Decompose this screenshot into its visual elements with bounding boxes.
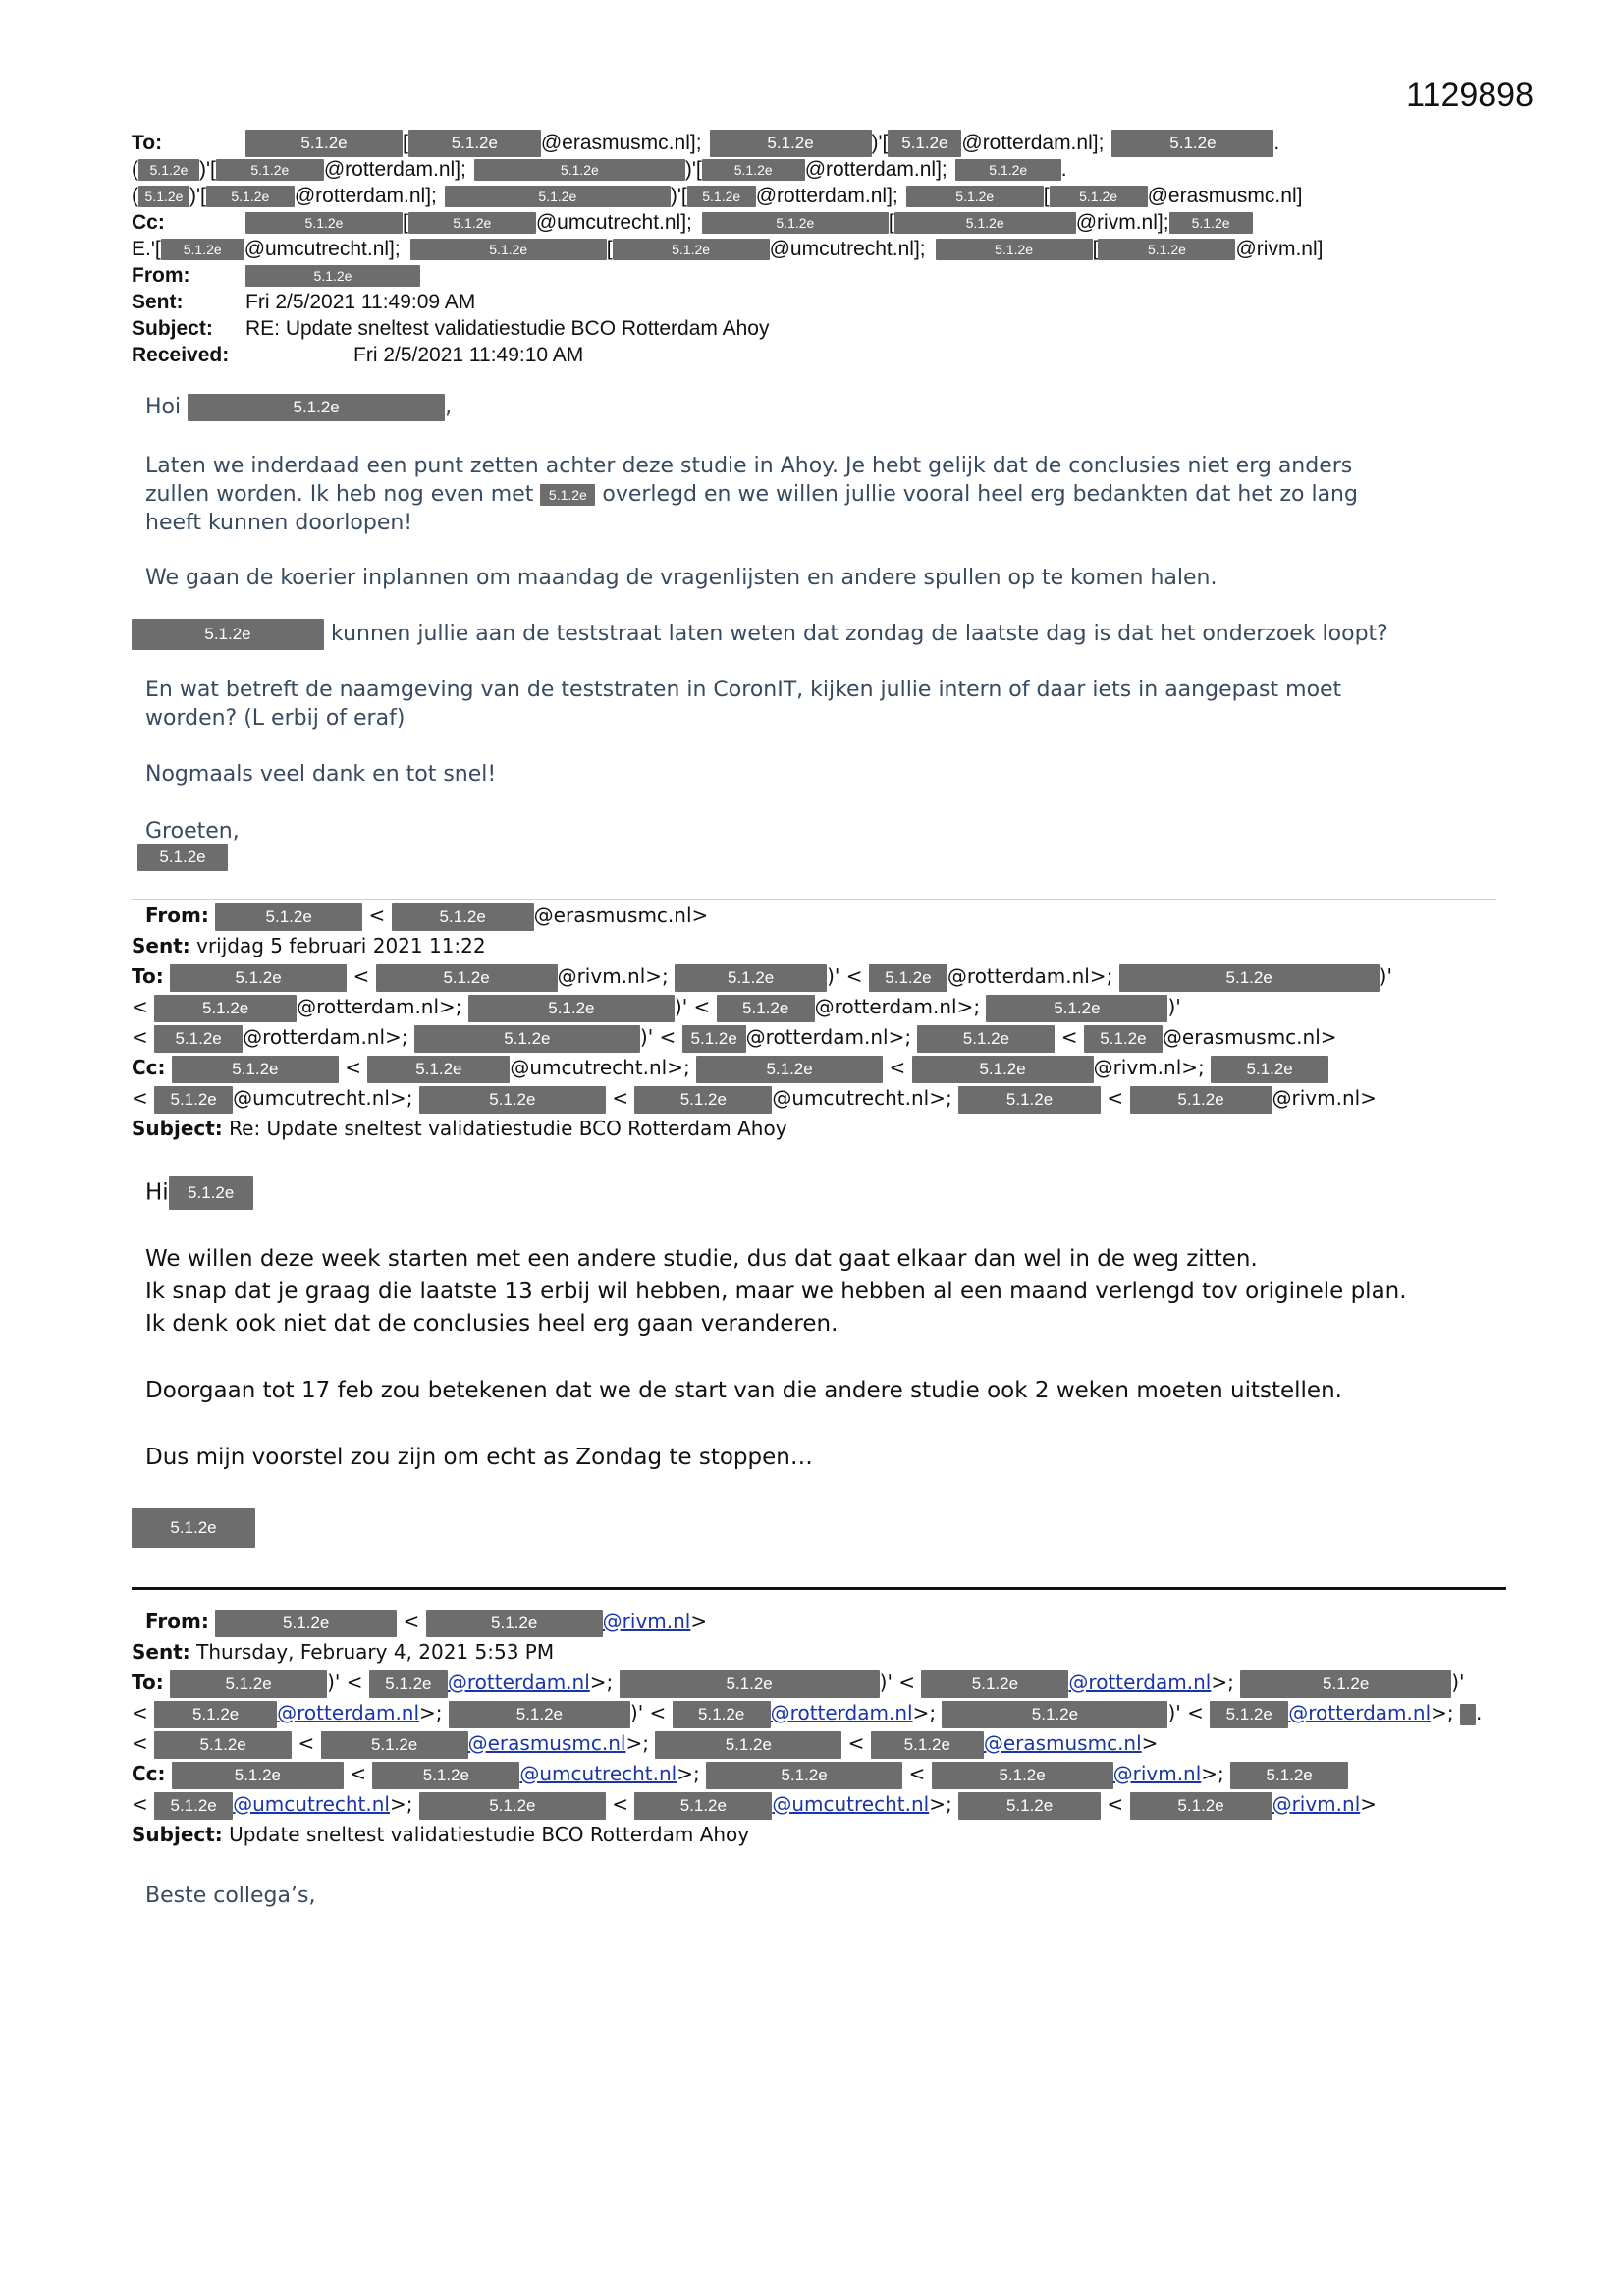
redaction: 5.1.2e — [419, 1792, 606, 1820]
msg3-cc-line-1: Cc: 5.1.2e < 5.1.2e @umcutrecht.nl>; 5.1.2e < 5.1.2e @rivm.nl>; 5.1.2e — [132, 1759, 1348, 1789]
separator-line-thick — [132, 1587, 1506, 1590]
msg1-paragraph-3: 5.1.2e kunnen jullie aan de teststraat laten weten dat zondag de laatste dag is dat het onderzoek loopt? — [132, 619, 1388, 650]
msg3-cc-line-2: < 5.1.2e @umcutrecht.nl>; 5.1.2e < 5.1.2e @umcutrecht.nl>; 5.1.2e < 5.1.2e @rivm.nl> — [132, 1789, 1377, 1820]
redaction: 5.1.2e — [613, 239, 770, 260]
redaction: 5.1.2e — [206, 186, 295, 207]
redaction: 5.1.2e — [717, 995, 815, 1022]
msg3-to-line-1: To: 5.1.2e )' < 5.1.2e @rotterdam.nl>; 5.1.2e )' < 5.1.2e @rotterdam.nl>; 5.1.2e )' — [132, 1667, 1465, 1698]
redaction: 5.1.2e — [170, 964, 347, 992]
email-domain: @rotterdam.nl]; — [961, 132, 1105, 154]
redaction: 5.1.2e — [932, 1762, 1113, 1789]
redaction: 5.1.2e — [869, 964, 947, 992]
cc-label: Cc: — [132, 211, 165, 234]
msg1-signature — [137, 843, 228, 871]
redaction: 5.1.2e — [687, 186, 756, 207]
redaction: 5.1.2e — [154, 1025, 243, 1053]
redaction: 5.1.2e — [620, 1670, 880, 1698]
redaction: 5.1.2e — [702, 159, 805, 181]
redaction: 5.1.2e — [955, 159, 1061, 181]
redaction: 5.1.2e — [172, 1056, 339, 1083]
redaction: 5.1.2e — [419, 1086, 606, 1114]
redaction: 5.1.2e — [1098, 239, 1235, 260]
redaction: 5.1.2e — [1050, 186, 1148, 207]
redaction: 5.1.2e — [710, 130, 872, 157]
email-domain: @umcutrecht.nl]; — [535, 211, 692, 234]
redaction: 5.1.2e — [1084, 1025, 1163, 1053]
redaction: 5.1.2e — [702, 212, 889, 234]
msg2-paragraph-3: Dus mijn voorstel zou zijn om echt as Zondag te stoppen… — [145, 1445, 813, 1470]
redaction: 5.1.2e — [634, 1086, 772, 1114]
redaction: 5.1.2e — [426, 1610, 603, 1637]
to-label: To: — [132, 132, 163, 154]
redaction: 5.1.2e — [936, 239, 1093, 260]
redaction: 5.1.2e — [169, 1176, 253, 1210]
msg1-paragraph-1: Laten we inderdaad een punt zetten achter deze studie in Ahoy. Je hebt gelijk dat de conclusies niet erg anders zullen worden. Ik heb nog even met 5.1.2e overlegd en we willen jullie vooral heel erg bedankten dat het zo lang heeft kunnen doorlopen! — [145, 454, 1358, 535]
msg1-to-line-3: ( 5.1.2e )'[ 5.1.2e @rotterdam.nl]; 5.1.2e )'[ 5.1.2e @rotterdam.nl]; 5.1.2e [ 5.1.2e @erasmusmc.nl] — [132, 185, 1303, 207]
msg2-from-line: From: 5.1.2e < 5.1.2e @erasmusmc.nl> — [145, 901, 708, 931]
redaction: 5.1.2e — [1230, 1762, 1348, 1789]
redaction: 5.1.2e — [408, 130, 541, 157]
separator: E.'[ — [132, 238, 161, 260]
redaction: 5.1.2e — [906, 186, 1044, 207]
redaction: 5.1.2e — [942, 1701, 1167, 1728]
msg2-paragraph-2: Doorgaan tot 17 feb zou betekenen dat we de start van die andere studie ook 2 weken moeten uitstellen. — [145, 1378, 1342, 1403]
redaction: 5.1.2e — [172, 1762, 344, 1789]
redaction: 5.1.2e — [1210, 1701, 1288, 1728]
redaction: 5.1.2e — [1240, 1670, 1451, 1698]
redaction: 5.1.2e — [1130, 1792, 1272, 1820]
redaction: 5.1.2e — [912, 1056, 1094, 1083]
redaction — [1460, 1704, 1476, 1725]
msg3-to-line-3: < 5.1.2e < 5.1.2e @erasmusmc.nl>; 5.1.2e < 5.1.2e @erasmusmc.nl> — [132, 1728, 1158, 1759]
separator-line — [132, 899, 1496, 900]
from-label: From: — [132, 264, 190, 287]
redaction: 5.1.2e — [245, 265, 420, 287]
redaction: 5.1.2e — [1130, 1086, 1272, 1114]
email-domain: @erasmusmc.nl] — [1147, 185, 1303, 207]
email-link[interactable]: @rivm.nl — [1112, 1762, 1202, 1785]
redaction: 5.1.2e — [154, 995, 297, 1022]
email-link[interactable]: @rotterdam.nl — [447, 1670, 590, 1694]
email-link[interactable]: @erasmusmc.nl — [983, 1731, 1142, 1755]
subject-label: Subject: — [132, 317, 213, 340]
redaction: 5.1.2e — [894, 212, 1076, 234]
redaction: 5.1.2e — [682, 1025, 746, 1053]
redaction: 5.1.2e — [367, 1056, 510, 1083]
email-link[interactable]: @erasmusmc.nl — [467, 1731, 626, 1755]
msg2-cc-line-1: Cc: 5.1.2e < 5.1.2e @umcutrecht.nl>; 5.1.2e < 5.1.2e @rivm.nl>; 5.1.2e — [132, 1053, 1328, 1083]
subject-value: RE: Update sneltest validatiestudie BCO Rotterdam Ahoy — [245, 317, 770, 340]
email-link[interactable]: @umcutrecht.nl — [233, 1792, 390, 1816]
redaction: 5.1.2e — [634, 1792, 772, 1820]
msg2-to-line-2: < 5.1.2e @rotterdam.nl>; 5.1.2e )' < 5.1.2e @rotterdam.nl>; 5.1.2e )' — [132, 992, 1181, 1022]
email-domain: @rivm.nl]; — [1075, 211, 1169, 234]
msg1-closing: Groeten, — [145, 819, 240, 844]
redaction: 5.1.2e — [154, 1086, 233, 1114]
msg2-to-line-1: To: 5.1.2e < 5.1.2e @rivm.nl>; 5.1.2e )' < 5.1.2e @rotterdam.nl>; 5.1.2e )' — [132, 961, 1392, 992]
email-link[interactable]: @umcutrecht.nl — [772, 1792, 930, 1816]
redaction: 5.1.2e — [137, 844, 228, 871]
redaction: 5.1.2e — [215, 903, 362, 931]
email-domain: @rotterdam.nl]; — [755, 185, 898, 207]
email-link[interactable]: @rivm.nl — [1272, 1792, 1361, 1816]
msg3-sent-line: Sent: Thursday, February 4, 2021 5:53 PM — [132, 1640, 555, 1664]
redaction: 5.1.2e — [445, 186, 671, 207]
received-label: Received: — [132, 344, 230, 366]
redaction: 5.1.2e — [138, 159, 199, 181]
msg3-subject-line: Subject: Update sneltest validatiestudie BCO Rotterdam Ahoy — [132, 1823, 750, 1846]
email-link[interactable]: @rotterdam.nl — [277, 1701, 420, 1724]
redaction: 5.1.2e — [986, 995, 1167, 1022]
msg1-sent-line — [132, 289, 475, 315]
redaction: 5.1.2e — [216, 159, 324, 181]
msg1-paragraph-5: Nogmaals veel dank en tot snel! — [145, 762, 497, 787]
msg1-received-line — [132, 342, 583, 368]
msg2-sent-line: Sent: vrijdag 5 februari 2021 11:22 — [132, 934, 486, 957]
redaction: 5.1.2e — [449, 1701, 630, 1728]
redaction: 5.1.2e — [154, 1792, 233, 1820]
msg2-subject-line: Subject: Re: Update sneltest validatiestudie BCO Rotterdam Ahoy — [132, 1117, 787, 1140]
redaction: 5.1.2e — [474, 159, 685, 181]
redaction: 5.1.2e — [540, 484, 595, 506]
redaction: 5.1.2e — [132, 619, 324, 650]
redaction: 5.1.2e — [1119, 964, 1380, 992]
msg3-greeting: Beste collega’s, — [145, 1884, 316, 1908]
redaction: 5.1.2e — [414, 1025, 640, 1053]
msg2-to-line-3: < 5.1.2e @rotterdam.nl>; 5.1.2e )' < 5.1.2e @rotterdam.nl>; 5.1.2e < 5.1.2e @erasmusmc.nl> — [132, 1022, 1337, 1053]
email-domain: @umcutrecht.nl]; — [769, 238, 926, 260]
msg3-to-line-2: < 5.1.2e @rotterdam.nl>; 5.1.2e )' < 5.1.2e @rotterdam.nl>; 5.1.2e )' < 5.1.2e @rotterdam.nl>; . — [132, 1698, 1482, 1728]
redaction: 5.1.2e — [138, 186, 189, 207]
msg1-greeting: Hoi 5.1.2e , — [145, 395, 453, 419]
document-number: 1129898 — [1406, 77, 1534, 114]
msg2-cc-line-2: < 5.1.2e @umcutrecht.nl>; 5.1.2e < 5.1.2e @umcutrecht.nl>; 5.1.2e < 5.1.2e @rivm.nl> — [132, 1083, 1377, 1114]
redaction: 5.1.2e — [372, 1762, 519, 1789]
redaction: 5.1.2e — [245, 212, 403, 234]
sent-label: Sent: — [132, 291, 184, 313]
redaction: 5.1.2e — [369, 1670, 448, 1698]
email-domain: @rotterdam.nl]; — [804, 158, 947, 181]
msg2-greeting: Hi 5.1.2e — [145, 1176, 253, 1210]
redaction: 5.1.2e — [1169, 212, 1253, 234]
email-domain: @erasmusmc.nl]; — [540, 132, 702, 154]
msg1-to-line-2: ( 5.1.2e )'[ 5.1.2e @rotterdam.nl]; 5.1.2e )'[ 5.1.2e @rotterdam.nl]; 5.1.2e . — [132, 158, 1067, 181]
msg1-cc-line-2: E.'[ 5.1.2e @umcutrecht.nl]; 5.1.2e [ 5.1.2e @umcutrecht.nl]; 5.1.2e [ 5.1.2e @rivm.nl] — [132, 238, 1324, 260]
email-link[interactable]: @rotterdam.nl — [1068, 1670, 1212, 1694]
email-domain: @rivm.nl] — [1235, 238, 1324, 260]
redaction: 5.1.2e — [675, 964, 827, 992]
redaction: 5.1.2e — [321, 1731, 468, 1759]
redaction: 5.1.2e — [706, 1762, 902, 1789]
redaction: 5.1.2e — [1111, 130, 1273, 157]
redaction: 5.1.2e — [917, 1025, 1055, 1053]
email-link[interactable]: @umcutrecht.nl — [519, 1762, 677, 1785]
redaction: 5.1.2e — [376, 964, 558, 992]
redaction: 5.1.2e — [215, 1610, 397, 1637]
redaction: 5.1.2e — [408, 212, 536, 234]
redaction: 5.1.2e — [132, 1508, 255, 1548]
msg1-paragraph-2: We gaan de koerier inplannen om maandag de vragenlijsten en andere spullen op te komen halen. — [145, 566, 1218, 590]
email-domain: @rotterdam.nl]; — [294, 185, 437, 207]
msg2-paragraph-1: We willen deze week starten met een andere studie, dus dat gaat elkaar dan wel in de weg zitten. Ik snap dat je graag die laatste 13 erbij wil hebben, maar we hebben al een maand verlengd tov originele plan. Ik denk ook niet dat de conclusies heel erg gaan veranderen. — [145, 1246, 1407, 1337]
redaction: 5.1.2e — [655, 1731, 841, 1759]
separator: )'[ — [871, 132, 889, 154]
msg2-signature — [132, 1508, 255, 1548]
redaction: 5.1.2e — [871, 1731, 984, 1759]
redaction: 5.1.2e — [161, 239, 244, 260]
email-link[interactable]: @rotterdam.nl — [1288, 1701, 1432, 1724]
received-value: Fri 2/5/2021 11:49:10 AM — [353, 344, 584, 366]
redaction: 5.1.2e — [170, 1670, 327, 1698]
msg1-paragraph-4: En wat betreft de naamgeving van de teststraten in CoronIT, kijken jullie intern of daar iets in aangepast moet worden? (L erbij of eraf) — [145, 678, 1342, 731]
msg1-subject-line — [132, 315, 769, 342]
redaction: 5.1.2e — [188, 394, 445, 421]
redaction: 5.1.2e — [468, 995, 675, 1022]
redaction: 5.1.2e — [1211, 1056, 1328, 1083]
redaction: 5.1.2e — [673, 1701, 771, 1728]
redaction: 5.1.2e — [888, 130, 961, 157]
msg1-cc-line-1: Cc: 5.1.2e [ 5.1.2e @umcutrecht.nl]; 5.1.2e [ 5.1.2e @rivm.nl]; 5.1.2e — [132, 209, 1253, 236]
redaction: 5.1.2e — [696, 1056, 883, 1083]
msg3-from-line: From: 5.1.2e < 5.1.2e @rivm.nl> — [145, 1607, 707, 1637]
email-link[interactable]: @rotterdam.nl — [770, 1701, 913, 1724]
msg1-from-line — [132, 262, 420, 289]
sent-value: Fri 2/5/2021 11:49:09 AM — [245, 291, 476, 313]
redaction: 5.1.2e — [958, 1792, 1101, 1820]
redaction: 5.1.2e — [392, 903, 534, 931]
redaction: 5.1.2e — [410, 239, 607, 260]
email-domain: @rotterdam.nl]; — [323, 158, 466, 181]
email-link[interactable]: @rivm.nl — [602, 1610, 691, 1633]
msg1-to-line-1: To: 5.1.2e [ 5.1.2e @erasmusmc.nl]; 5.1.2e )'[ 5.1.2e @rotterdam.nl]; 5.1.2e . — [132, 130, 1279, 157]
redaction: 5.1.2e — [958, 1086, 1101, 1114]
redaction: 5.1.2e — [921, 1670, 1068, 1698]
redaction: 5.1.2e — [154, 1731, 292, 1759]
email-domain: @umcutrecht.nl]; — [244, 238, 401, 260]
redaction: 5.1.2e — [154, 1701, 277, 1728]
redaction: 5.1.2e — [245, 130, 403, 157]
